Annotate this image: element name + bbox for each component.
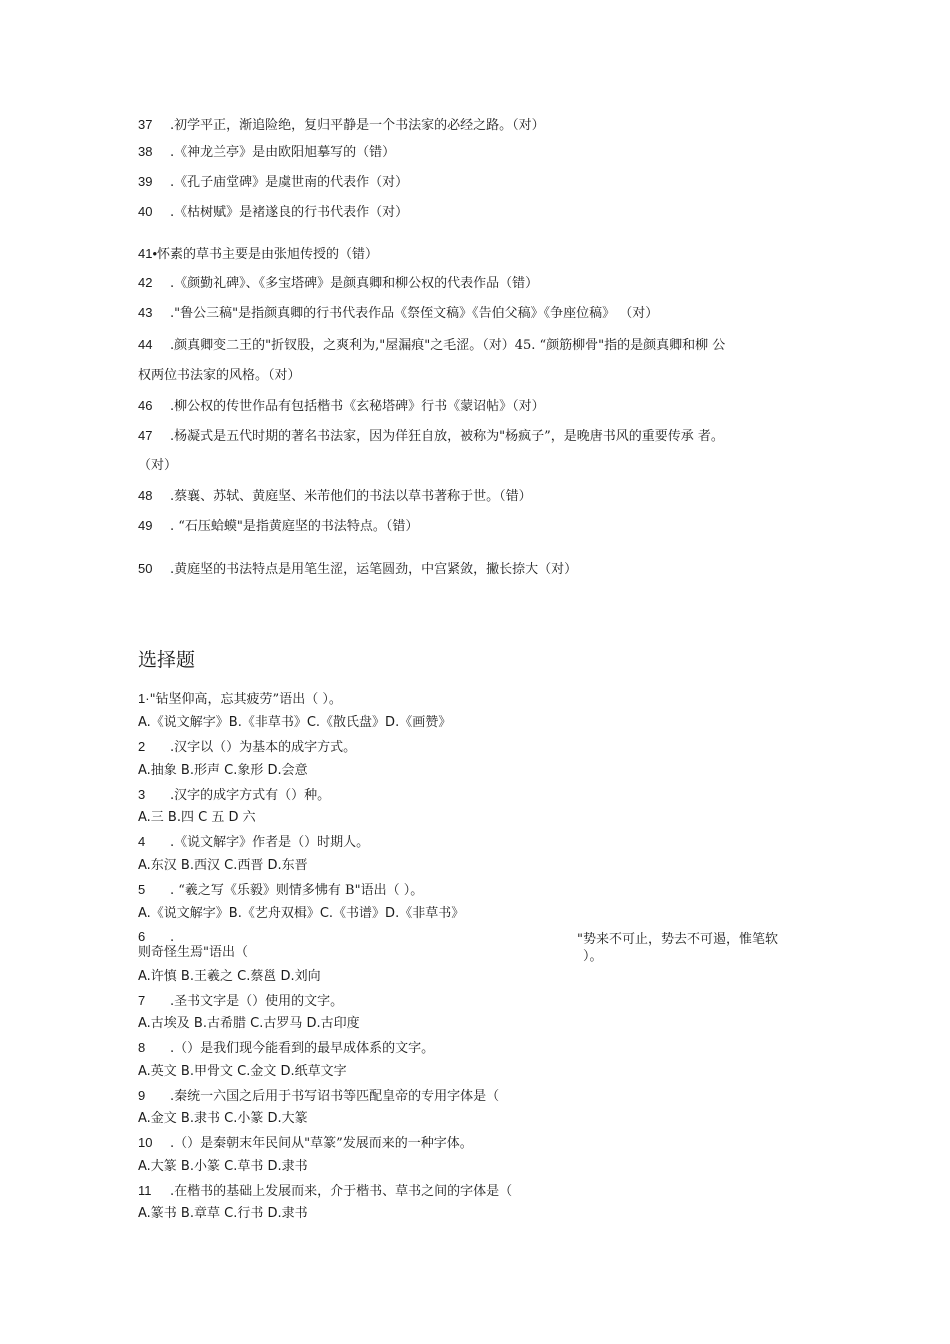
item-text: 则奇怪生焉"语出（ — [138, 945, 248, 960]
mc-options-2: A.抽象 B.形声 C.象形 D.会意 — [138, 763, 308, 778]
item-text: .汉字的成字方式有（）种。 — [170, 788, 331, 803]
section-title: 选择题 — [138, 649, 196, 671]
mc-question-8 — [138, 1040, 434, 1057]
item-number: 6 — [138, 929, 146, 944]
tf-item-45-continued — [138, 368, 301, 384]
mc-question-6-continued — [138, 945, 248, 961]
item-number: 10 — [138, 1135, 153, 1150]
mc-question-5 — [138, 882, 423, 899]
item-text: .黄庭坚的书法特点是用笔生涩，运笔圆劲，中宫紧敛，撇长捺大（对） — [170, 562, 578, 577]
tf-item-44 — [138, 337, 725, 354]
item-number: 8 — [138, 1040, 146, 1055]
tf-item-37 — [138, 117, 545, 134]
item-text: .《枯树赋》是褚遂良的行书代表作（对） — [170, 205, 409, 220]
mc-question-11 — [138, 1183, 512, 1200]
item-number: 3 — [138, 787, 146, 802]
tf-item-48 — [138, 488, 532, 505]
item-number: 48 — [138, 488, 153, 503]
item-text: .颜真卿变二王的"折钗股，之爽利为,"屋漏痕"之毛涩。（对）45. “颜筋柳骨"指的是颜真卿和柳 公 — [170, 338, 726, 353]
item-text: . — [170, 930, 175, 945]
item-number: 40 — [138, 204, 153, 219]
item-text: .《颜勤礼碑》、《多宝塔碑》是颜真卿和柳公权的代表作品（错） — [170, 276, 539, 291]
mc-question-7 — [138, 993, 343, 1010]
item-number: 37 — [138, 117, 153, 132]
item-number: 38 — [138, 144, 153, 159]
item-number: 46 — [138, 398, 153, 413]
item-number: 9 — [138, 1088, 146, 1103]
item-number: 41• — [138, 246, 158, 261]
tf-item-46 — [138, 398, 545, 415]
mc-options-8: A.英文 B.甲骨文 C.金文 D.纸草文字 — [138, 1064, 347, 1079]
tf-item-40 — [138, 204, 408, 221]
item-number: 2 — [138, 739, 146, 754]
item-number: 5 — [138, 882, 146, 897]
item-text: .在楷书的基础上发展而来，介于楷书、草书之间的字体是（ — [170, 1184, 513, 1199]
mc-question-1 — [138, 691, 342, 708]
mc-options-3: A.三 B.四 C 五 D 六 — [138, 810, 256, 825]
mc-question-4 — [138, 834, 369, 851]
mc-question-2 — [138, 739, 356, 756]
item-number: 50 — [138, 561, 153, 576]
item-text: . “羲之写《乐毅》则情多怫有 B"语出（ ）。 — [170, 883, 424, 898]
item-text: .（）是我们现今能看到的最早成体系的文字。 — [170, 1041, 435, 1056]
mc-options-6: A.许慎 B.王羲之 C.蔡邕 D.刘向 — [138, 969, 321, 984]
mc-question-6 — [138, 929, 174, 946]
item-number: 1· — [138, 691, 150, 706]
item-text: .秦统一六国之后用于书写诏书等匹配皇帝的专用字体是（ — [170, 1089, 500, 1104]
item-number: 43 — [138, 305, 153, 320]
item-text: . “石压蛤蟆"是指黄庭坚的书法特点。（错） — [170, 519, 419, 534]
item-text: （对） — [138, 458, 178, 473]
tf-item-38 — [138, 144, 395, 161]
item-number: 49 — [138, 518, 153, 533]
tf-item-41 — [138, 246, 378, 263]
item-text: .汉字以（）为基本的成字方式。 — [170, 740, 357, 755]
item-text: ."鲁公三稿"是指颜真卿的行书代表作品《祭侄文稿》《告伯父稿》《争座位稿》 （对） — [170, 306, 659, 321]
item-number: 44 — [138, 337, 153, 352]
mc-options-1: A.《说文解字》B.《非草书》C.《散氏盘》D.《画赞》 — [138, 715, 452, 730]
item-text: "钻坚仰高，忘其疲劳”语出（ ）。 — [149, 692, 342, 707]
item-text: .《神龙兰亭》是由欧阳旭摹写的（错） — [170, 145, 396, 160]
tf-item-49 — [138, 518, 418, 535]
mc-options-9: A.金文 B.隶书 C.小篆 D.大篆 — [138, 1111, 308, 1126]
mc-question-6-text-right: "势来不可止，势去不可遏，惟笔软 — [577, 932, 778, 947]
item-text: .（）是秦朝末年民间从"草篆”发展而来的一种字体。 — [170, 1136, 473, 1151]
tf-item-47-continued — [138, 458, 177, 474]
item-number: 39 — [138, 174, 153, 189]
item-text: .初学平正，渐追险绝，复归平静是一个书法家的必经之路。（对） — [170, 118, 545, 133]
mc-question-10 — [138, 1135, 473, 1152]
item-number: 42 — [138, 275, 153, 290]
item-text: .杨凝式是五代时期的著名书法家，因为佯狂自放，被称为"杨疯子”，是晚唐书风的重要传承 者。 — [170, 429, 724, 444]
item-text: .《说文解字》作者是（）时期人。 — [170, 835, 370, 850]
item-text: 权两位书法家的风格。（对） — [138, 368, 301, 383]
mc-question-6-close-paren: ）。 — [583, 949, 603, 964]
item-number: 47 — [138, 428, 153, 443]
item-number: 11 — [138, 1183, 152, 1198]
mc-question-3 — [138, 787, 330, 804]
mc-question-9 — [138, 1088, 499, 1105]
item-number: 4 — [138, 834, 146, 849]
item-text: 怀素的草书主要是由张旭传授的（错） — [157, 247, 379, 262]
item-number: 7 — [138, 993, 146, 1008]
item-text: .柳公权的传世作品有包括楷书《玄秘塔碑》行书《蒙诏帖》（对） — [170, 399, 545, 414]
tf-item-50 — [138, 561, 577, 578]
mc-options-11: A.篆书 B.章草 C.行书 D.隶书 — [138, 1206, 308, 1221]
item-text: .蔡襄、苏轼、黄庭坚、米芾他们的书法以草书著称于世。（错） — [170, 489, 532, 504]
tf-item-42 — [138, 275, 538, 292]
tf-item-43 — [138, 305, 658, 322]
tf-item-39 — [138, 174, 408, 191]
item-text: .《孔子庙堂碑》是虞世南的代表作（对） — [170, 175, 409, 190]
item-text: .圣书文字是（）使用的文字。 — [170, 994, 344, 1009]
mc-options-5: A.《说文解字》B.《艺舟双楫》C.《书谱》D.《非草书》 — [138, 906, 465, 921]
mc-options-4: A.东汉 B.西汉 C.西晋 D.东晋 — [138, 858, 308, 873]
mc-options-10: A.大篆 B.小篆 C.草书 D.隶书 — [138, 1159, 308, 1174]
mc-options-7: A.古埃及 B.古希腊 C.古罗马 D.古印度 — [138, 1016, 360, 1031]
tf-item-47 — [138, 428, 724, 445]
